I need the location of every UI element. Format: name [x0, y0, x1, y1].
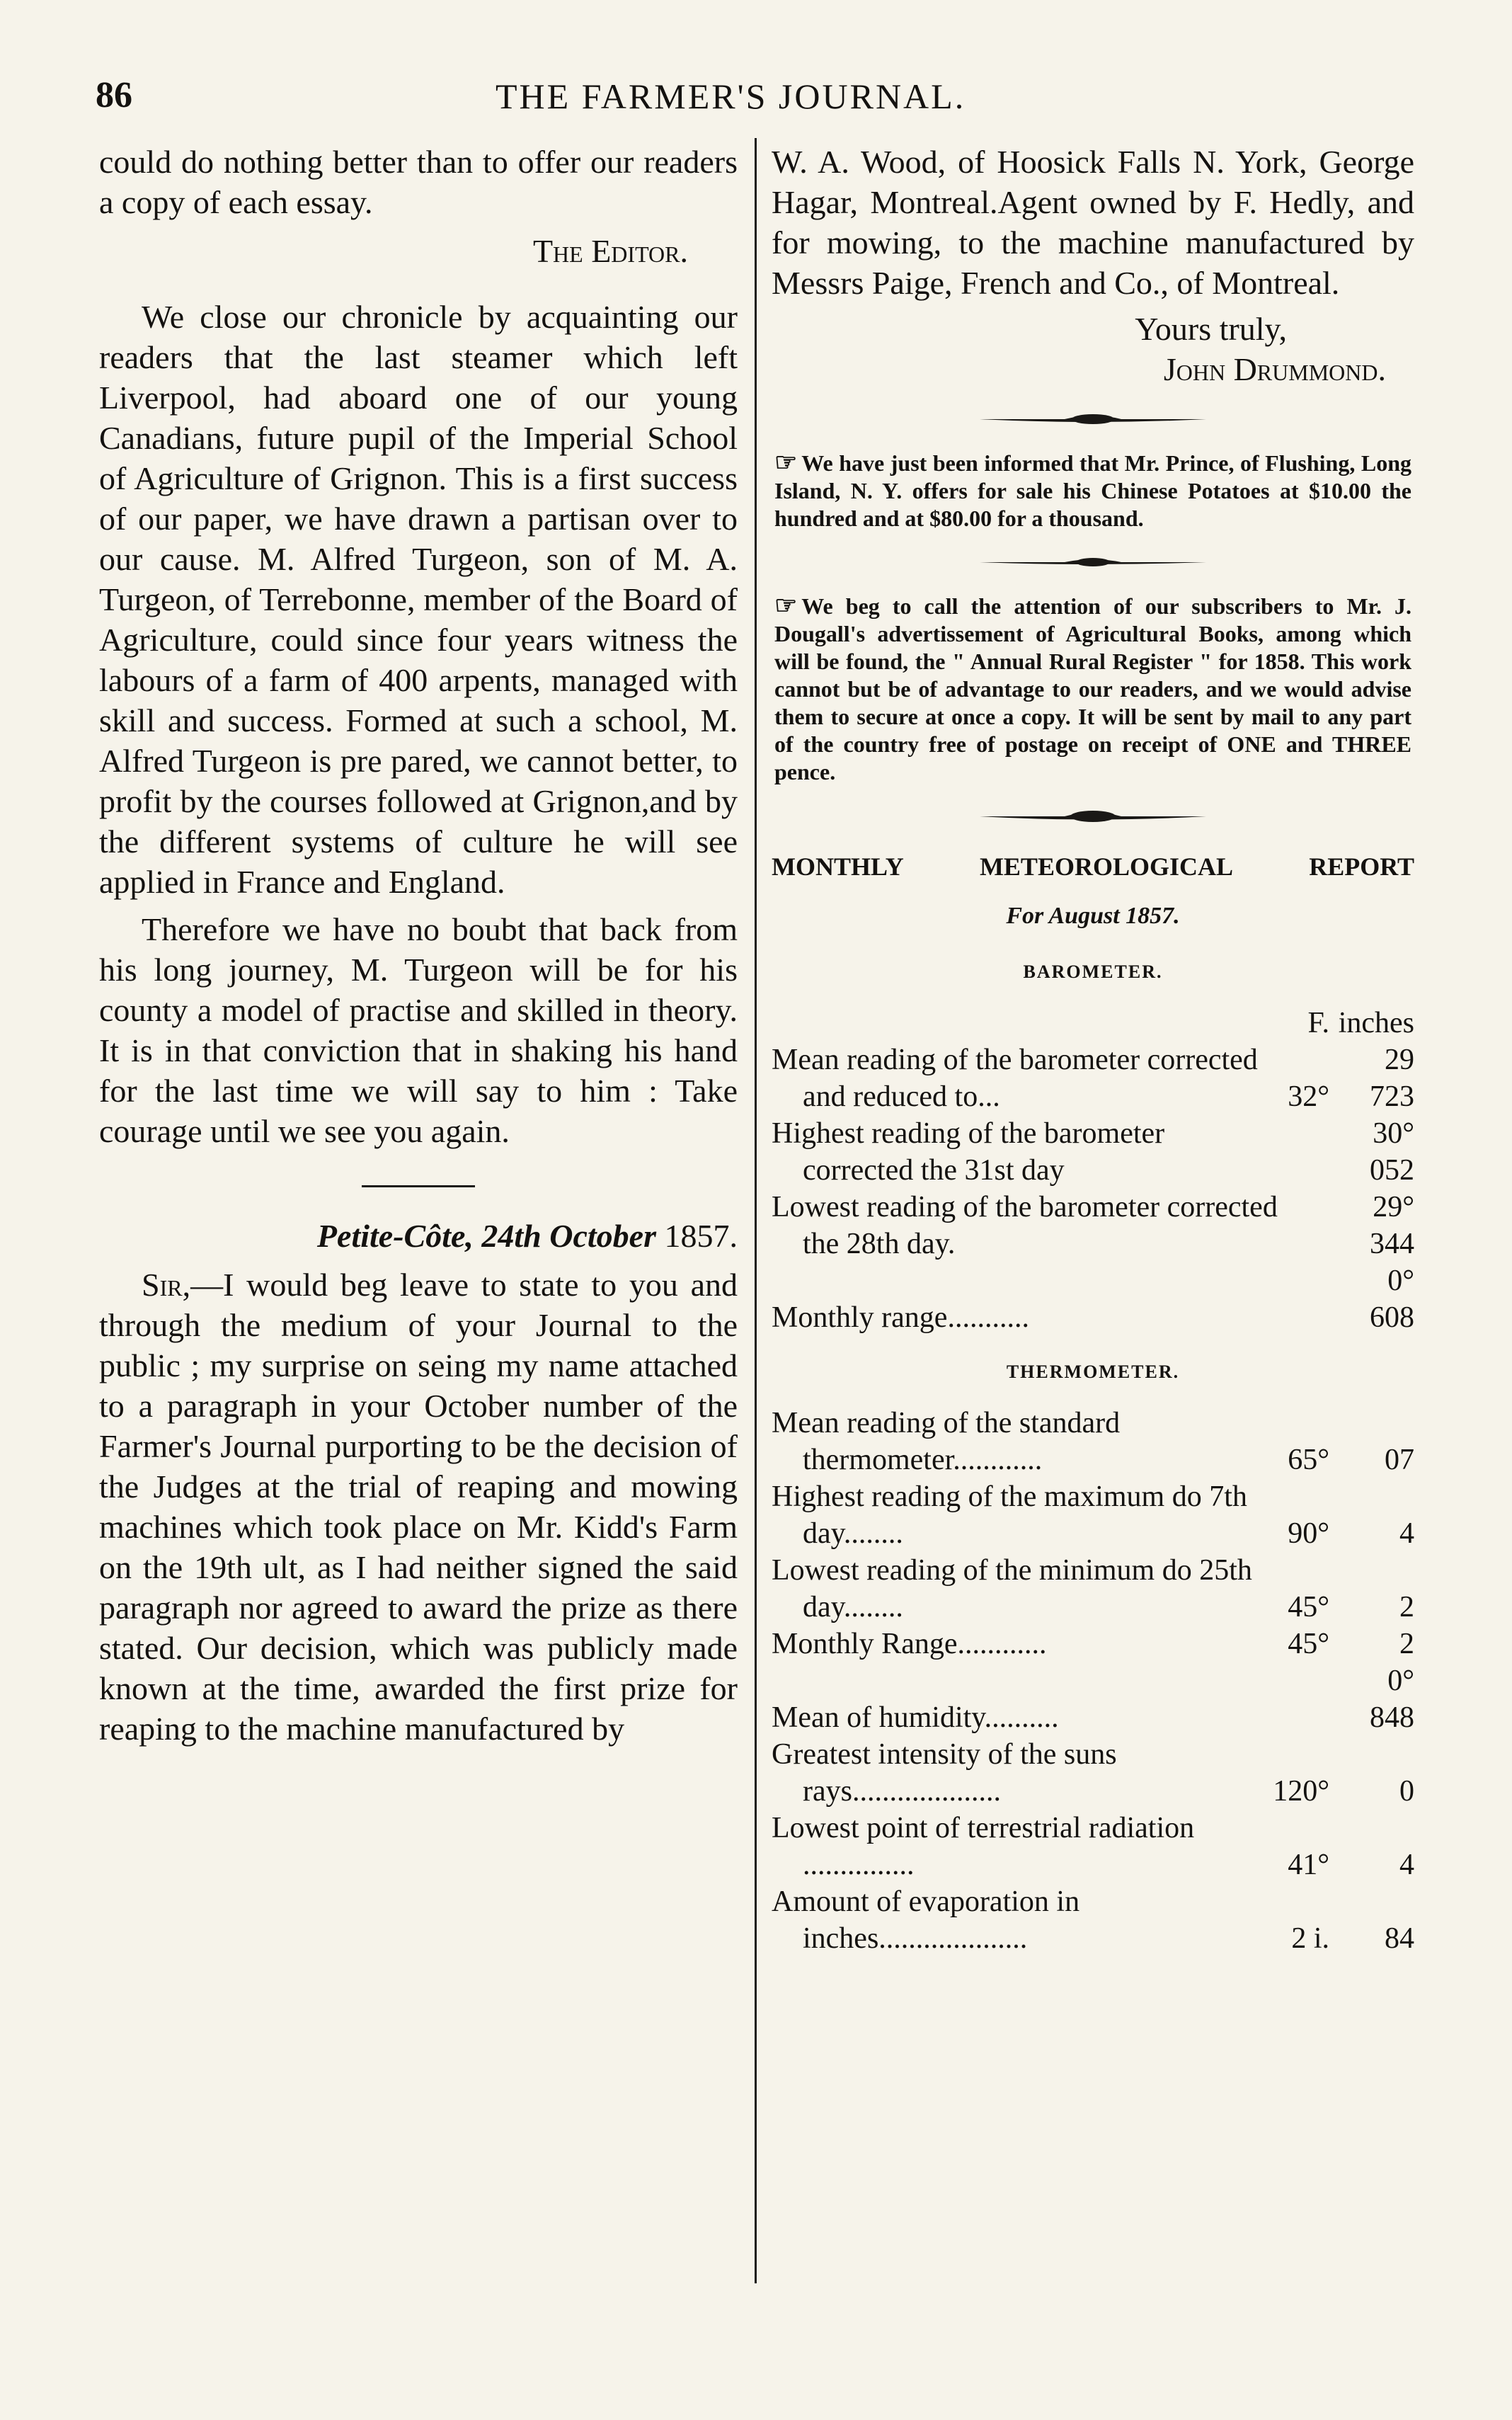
conviction-paragraph: Therefore we have no boubt that back from his long journey, M. Turgeon will be for his county a model of practise and skilled in theory. It is in that conviction that in shaking his hand for the last time we will say to him : Take courage until we see you again.: [99, 911, 738, 1149]
dateline-year: 1857.: [664, 1218, 738, 1254]
report-subtitle: For August 1857.: [1006, 903, 1180, 929]
report-title: [772, 847, 1414, 887]
row-value-1: [1280, 1262, 1329, 1336]
row-label: Monthly Range............: [772, 1628, 1047, 1660]
row-value-1: 2 i.: [1291, 1922, 1329, 1955]
row-value-2: 0° 608: [1370, 1265, 1414, 1334]
row-label: Highest reading of the barometer corrected the 31st day: [772, 1117, 1165, 1187]
page-number: 86: [96, 75, 132, 115]
row-label: Amount of evaporation in inches....................: [772, 1885, 1080, 1955]
essay-paragraph: could do nothing better than to offer our readers a copy of each essay.: [99, 144, 738, 220]
row-value-2: 29° 344: [1370, 1191, 1414, 1260]
row-label: Lowest reading of the barometer corrected the 28th day.: [772, 1191, 1278, 1260]
report-title-word: METEOROLOGICAL: [979, 852, 1233, 881]
table-row: [772, 1736, 1414, 1810]
unit-inches: inches: [1338, 1007, 1414, 1039]
row-value-1: 41°: [1288, 1849, 1329, 1881]
salutation: Sir,—: [142, 1267, 224, 1303]
row-value-1: 90°: [1288, 1517, 1329, 1550]
chronicle-paragraph: We close our chronicle by acquainting our readers that the last steamer which left Liverpool, had aboard one of our young Canadians, future pupil of the Imperial School of Agriculture of Grignon. This is a first success of our paper, we have drawn a partisan over to our cause. M. Alfred Turgeon, son of M. A. Turgeon, of Terrebonne, member of the Board of Agriculture, could since four years witness the labours of a farm of 400 arpents, managed with skill and success. Formed at such a school, M. Alfred Turgeon is pre pared, we cannot better, to profit by the courses followed at Grignon,and by the different systems of culture he will see applied in France and England.: [99, 299, 738, 900]
notice-text: We have just been informed that Mr. Prince, of Flushing, Long Island, N. Y. offers for sale his Chinese Potatoes at $10.00 the hundred and at $80.00 for a thousand.: [774, 450, 1411, 531]
row-value-2: 30° 052: [1370, 1117, 1414, 1187]
table-row: [772, 1810, 1414, 1883]
table-row: [772, 1262, 1414, 1336]
section-divider: [362, 1185, 475, 1187]
table-row: [772, 1626, 1414, 1662]
row-value-2: 2: [1399, 1591, 1414, 1623]
row-value-1: 32°: [1288, 1080, 1329, 1113]
units-row: [772, 1005, 1414, 1041]
row-value-2: 0° 848: [1370, 1665, 1414, 1734]
right-column: [772, 142, 1414, 1957]
letter-signature: John Drummond.: [1163, 351, 1386, 387]
row-value-1: [1280, 1189, 1329, 1262]
running-head: THE FARMER'S JOURNAL.: [496, 76, 966, 116]
left-column: [99, 142, 738, 1749]
row-label: Lowest reading of the minimum do 25th day........: [772, 1554, 1252, 1623]
pointing-hand-icon: ☞: [774, 591, 798, 620]
editor-signature: The Editor.: [532, 233, 688, 269]
table-row: [772, 1041, 1414, 1115]
letter-dateline: [99, 1216, 738, 1256]
row-value-2: 0: [1399, 1775, 1414, 1808]
row-value-1: 120°: [1273, 1775, 1329, 1808]
thermometer-heading: THERMOMETER.: [1006, 1362, 1180, 1382]
ornament-divider-1: [980, 411, 1206, 428]
dateline-place: Petite-Côte, 24th October: [316, 1218, 656, 1254]
table-row: [772, 1662, 1414, 1736]
row-value-2: 2: [1399, 1628, 1414, 1660]
column-rule: [755, 138, 757, 2283]
letter-body: [99, 1265, 738, 1749]
row-value-2: 84: [1385, 1922, 1414, 1955]
row-value-1: 45°: [1288, 1591, 1329, 1623]
pointing-hand-icon: ☞: [774, 448, 798, 476]
page-header: [0, 74, 1512, 131]
ornament-divider-3: [980, 807, 1206, 826]
thermometer-table: [772, 1405, 1414, 1957]
report-title-word: REPORT: [1309, 852, 1414, 881]
row-label: Lowest point of terrestrial radiation ...............: [772, 1812, 1195, 1881]
row-label: Mean reading of the standard thermometer............: [772, 1407, 1121, 1476]
row-value-1: 45°: [1288, 1628, 1329, 1660]
row-value-1: [1273, 1662, 1329, 1736]
notice-chinese-potatoes: [774, 449, 1411, 532]
row-value-1: 65°: [1288, 1444, 1329, 1476]
table-row: [772, 1478, 1414, 1552]
notice-text: We beg to call the attention of our subscribers to Mr. J. Dougall's advertissement of Agricultural Books, among which will be found, the " Annual Rural Register " for 1858. This work cannot but be of advantage to our readers, and we would advise them to secure at once a copy. It will be sent by mail to any part of the country free of postage on receipt of ONE and THREE pence.: [774, 593, 1411, 784]
row-label: Mean reading of the barometer corrected and reduced to...: [772, 1044, 1258, 1113]
letter-text: I would beg leave to state to you and through the medium of your Journal to the public ; my surprise on seing my name attached to a paragraph in your October number of the Farmer's Journal purporting to be the decision of the Judges at the trial of reaping and mowing machines which took place on Mr. Kidd's Farm on the 19th ult, as I had neither signed the said paragraph nor agreed to award the prize as there stated. Our decision, which was publicly made known at the time, awarded the first prize for reaping to the machine manufactured by: [99, 1267, 738, 1747]
letter-continuation: W. A. Wood, of Hoosick Falls N. York, George Hagar, Montreal.Agent owned by F. Hedly, and for mowing, to the machine manufactured by Messrs Paige, French and Co., of Montreal.: [772, 144, 1414, 301]
row-label: Greatest intensity of the suns rays....................: [772, 1738, 1117, 1808]
table-row: [772, 1405, 1414, 1478]
ornament-divider-2: [980, 554, 1206, 571]
row-label: Mean of humidity..........: [772, 1701, 1059, 1734]
unit-f: F.: [1307, 1007, 1329, 1039]
row-value-2: 29 723: [1370, 1044, 1414, 1113]
barometer-table: [772, 1005, 1414, 1336]
report-title-word: MONTHLY: [772, 852, 904, 881]
notice-agricultural-books: [774, 592, 1411, 786]
row-label: Monthly range...........: [772, 1301, 1029, 1334]
barometer-heading: BAROMETER.: [1023, 961, 1163, 982]
row-value-2: 07: [1385, 1444, 1414, 1476]
row-value-2: 4: [1399, 1849, 1414, 1881]
row-label: Highest reading of the maximum do 7th day........: [772, 1480, 1247, 1550]
row-value-1: [1280, 1115, 1329, 1189]
table-row: [772, 1115, 1414, 1189]
table-row: [772, 1883, 1414, 1957]
table-row: [772, 1189, 1414, 1262]
table-row: [772, 1552, 1414, 1626]
row-value-2: 4: [1399, 1517, 1414, 1550]
letter-closing: Yours truly,: [1135, 311, 1287, 347]
